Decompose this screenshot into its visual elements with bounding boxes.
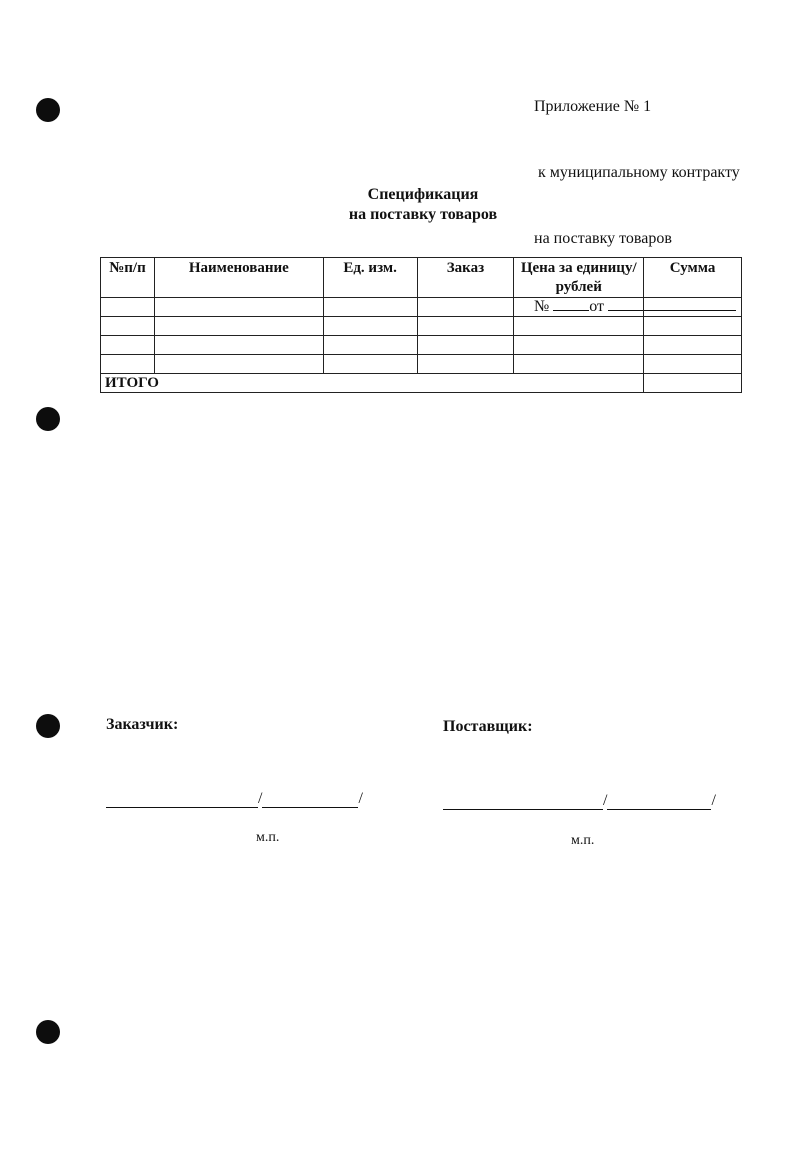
supplier-stamp-label: м.п. bbox=[571, 833, 595, 848]
table-row bbox=[101, 317, 742, 336]
customer-stamp-label: м.п. bbox=[256, 830, 280, 845]
col-header-price: Цена за единицу/рублей bbox=[514, 258, 644, 298]
table-cell[interactable] bbox=[323, 317, 417, 336]
table-cell[interactable] bbox=[323, 355, 417, 374]
punch-hole bbox=[36, 714, 60, 738]
table-cell[interactable] bbox=[323, 336, 417, 355]
table-cell[interactable] bbox=[514, 336, 644, 355]
table-cell[interactable] bbox=[417, 298, 514, 317]
document-subtitle: на поставку товаров bbox=[348, 206, 498, 223]
signature-slash: / bbox=[358, 790, 363, 807]
table-cell[interactable] bbox=[644, 336, 742, 355]
table-cell[interactable] bbox=[417, 336, 514, 355]
table-cell[interactable] bbox=[514, 317, 644, 336]
total-sum-cell[interactable] bbox=[644, 374, 742, 393]
col-header-name: Наименование bbox=[154, 258, 323, 298]
customer-signature-line bbox=[106, 790, 363, 808]
table-cell[interactable] bbox=[644, 355, 742, 374]
table-cell[interactable] bbox=[154, 317, 323, 336]
document-title: Спецификация bbox=[367, 186, 479, 203]
total-label: ИТОГО bbox=[101, 374, 644, 393]
table-row bbox=[101, 298, 742, 317]
customer-signature-blank[interactable] bbox=[106, 790, 258, 808]
number-prefix: № bbox=[534, 298, 550, 315]
col-header-order: Заказ bbox=[417, 258, 514, 298]
col-header-unit: Ед. изм. bbox=[323, 258, 417, 298]
table-cell[interactable] bbox=[101, 317, 155, 336]
supplier-label: Поставщик: bbox=[443, 718, 533, 735]
table-total-row bbox=[101, 374, 742, 393]
punch-hole bbox=[36, 1020, 60, 1044]
col-header-sum: Сумма bbox=[644, 258, 742, 298]
customer-label: Заказчик: bbox=[106, 716, 179, 733]
table-cell[interactable] bbox=[101, 298, 155, 317]
signature-slash: / bbox=[603, 792, 608, 809]
table-cell[interactable] bbox=[154, 355, 323, 374]
signature-slash: / bbox=[258, 790, 263, 807]
table-cell[interactable] bbox=[154, 298, 323, 317]
table-header-row bbox=[101, 258, 742, 298]
table-cell[interactable] bbox=[644, 317, 742, 336]
supplier-signature-blank[interactable] bbox=[443, 792, 603, 810]
table-row bbox=[101, 355, 742, 374]
table-cell[interactable] bbox=[101, 355, 155, 374]
appendix-title: Приложение № 1 bbox=[534, 98, 652, 115]
table-cell[interactable] bbox=[323, 298, 417, 317]
appendix-contract-ref: к муниципальному контракту bbox=[538, 164, 740, 181]
table-cell[interactable] bbox=[417, 355, 514, 374]
punch-hole bbox=[36, 98, 60, 122]
customer-name-blank[interactable] bbox=[262, 790, 358, 808]
table-cell[interactable] bbox=[644, 298, 742, 317]
table-cell[interactable] bbox=[514, 355, 644, 374]
signature-slash: / bbox=[711, 792, 716, 809]
punch-hole bbox=[36, 407, 60, 431]
table-cell[interactable] bbox=[417, 317, 514, 336]
table-cell[interactable] bbox=[154, 336, 323, 355]
supplier-signature-line bbox=[443, 792, 716, 810]
specification-table bbox=[100, 257, 742, 393]
col-header-number: №п/п bbox=[101, 258, 155, 298]
table-row bbox=[101, 336, 742, 355]
appendix-subject: на поставку товаров bbox=[534, 230, 672, 247]
table-cell[interactable] bbox=[514, 298, 644, 317]
table-cell[interactable] bbox=[101, 336, 155, 355]
supplier-name-blank[interactable] bbox=[607, 792, 711, 810]
date-prefix: от bbox=[589, 298, 605, 315]
